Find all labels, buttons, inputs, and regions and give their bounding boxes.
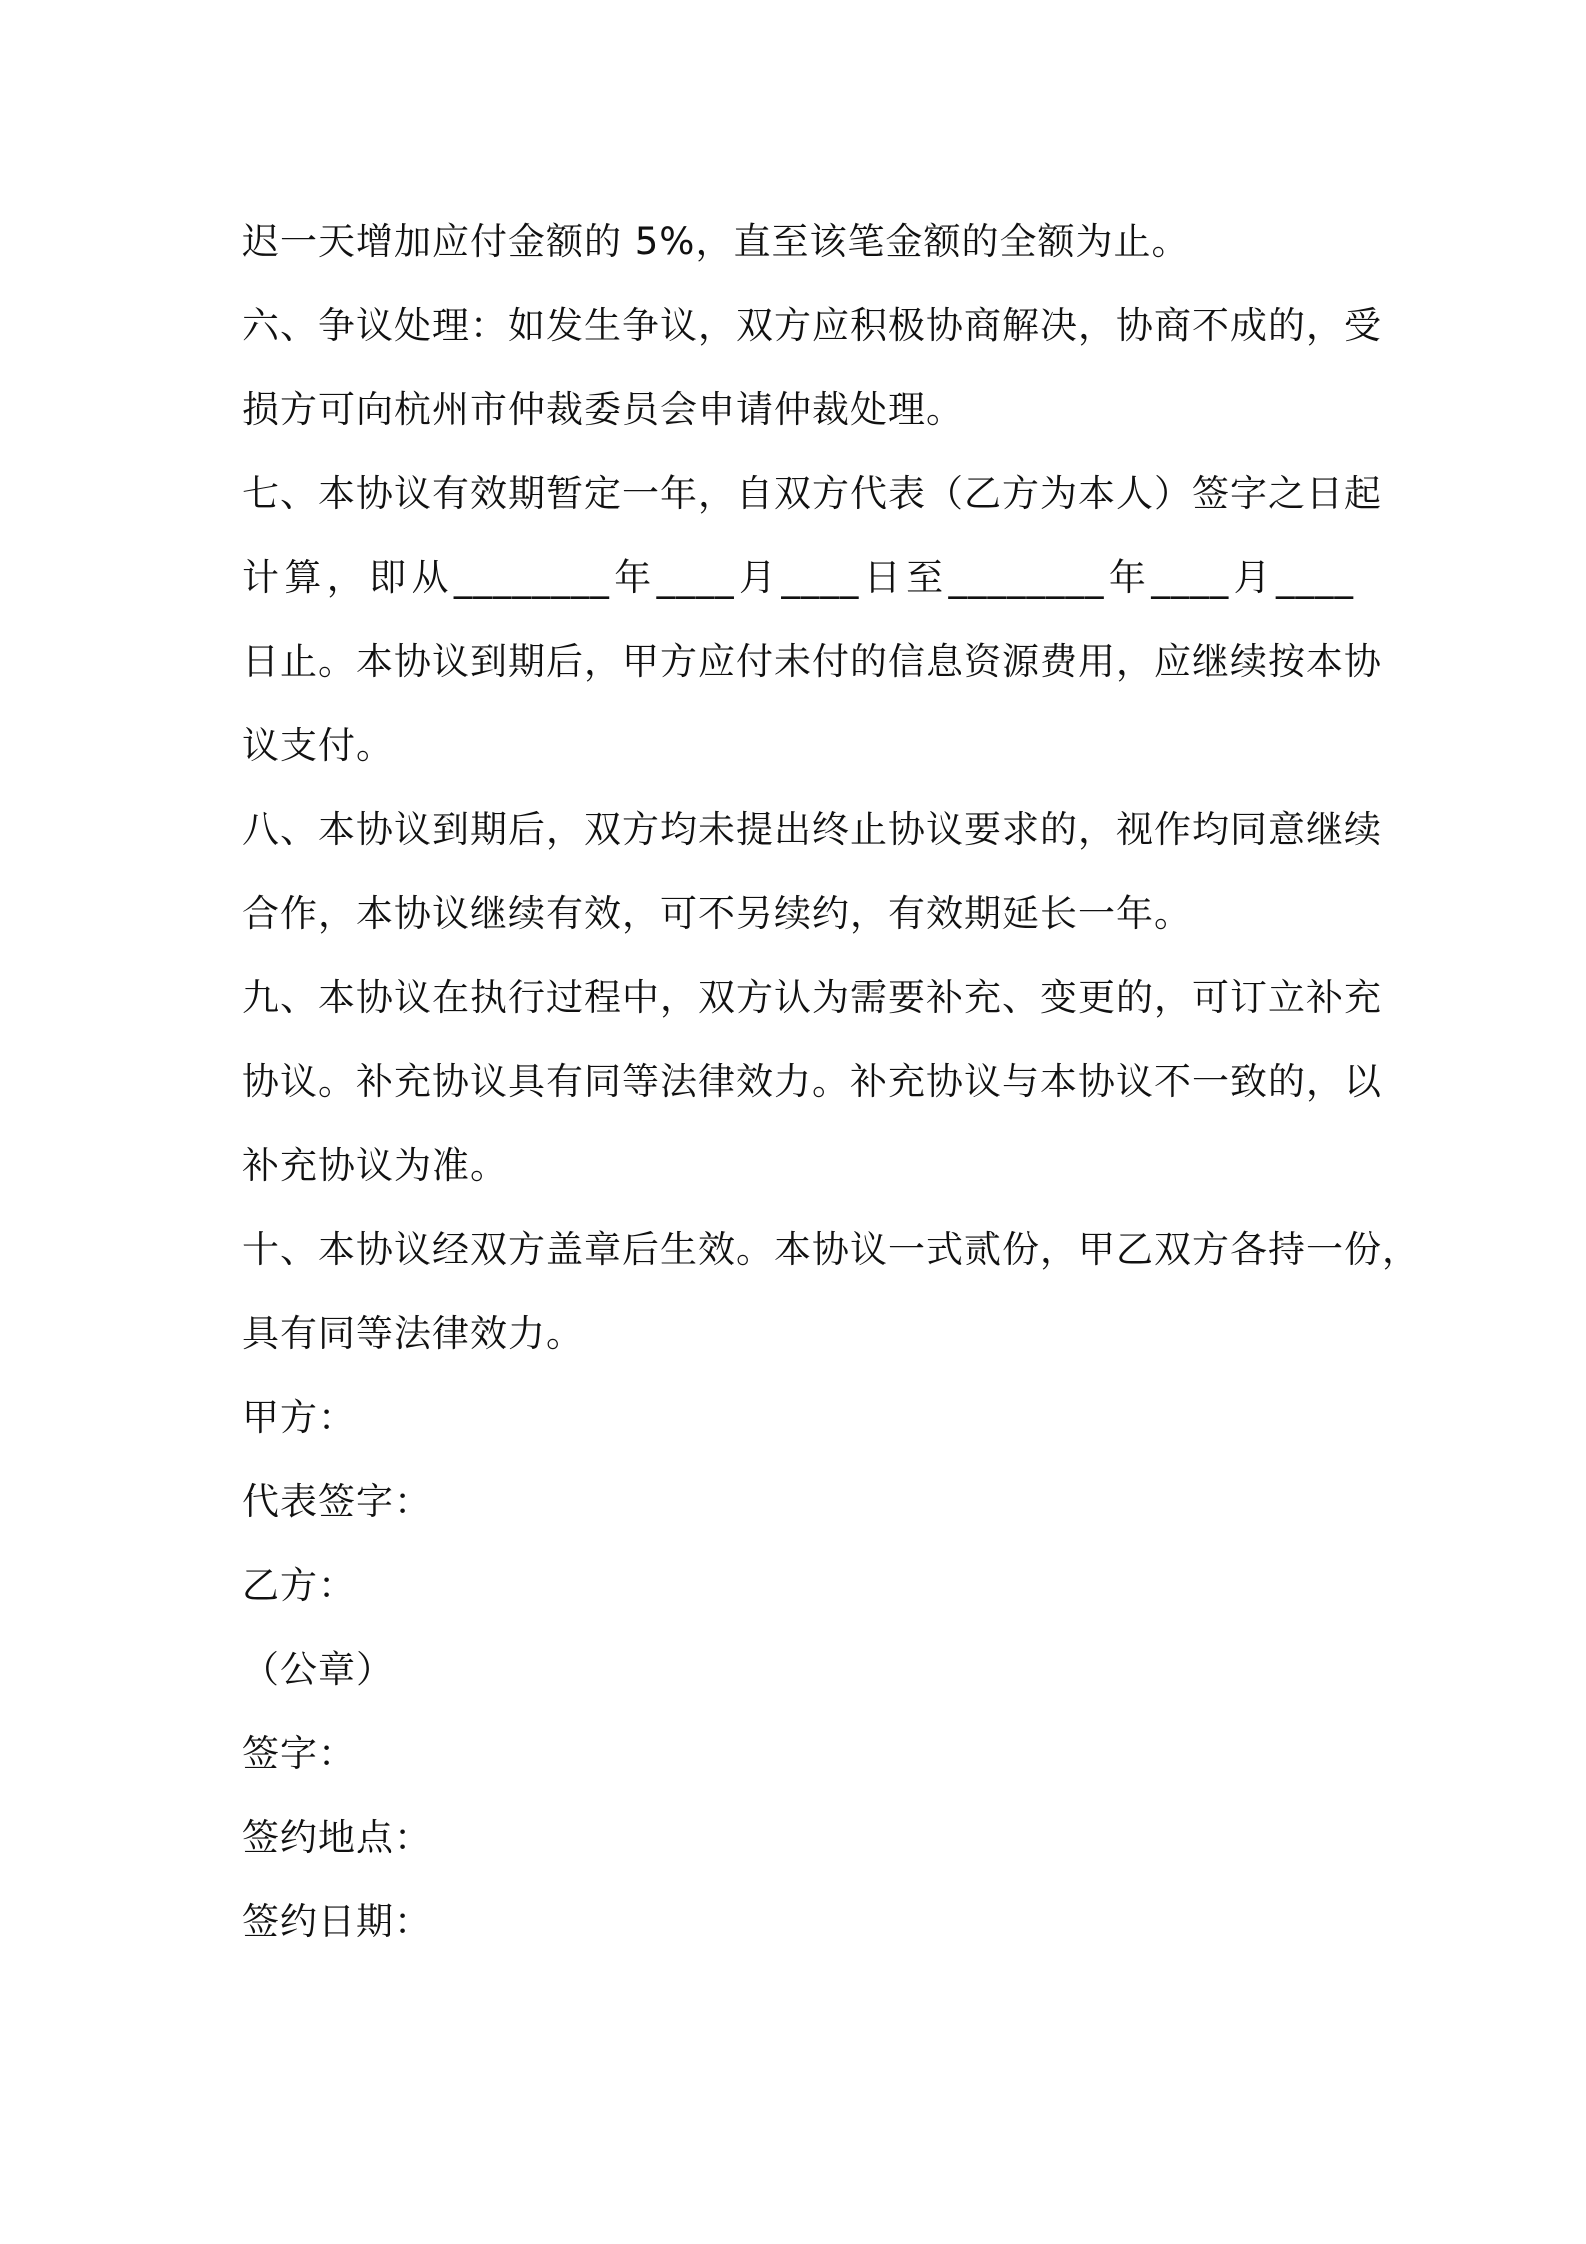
end-month-label: 月 (1229, 556, 1276, 599)
start-month-label: 月 (734, 556, 782, 599)
clause-6-line-1: 六、争议处理：如发生争议，双方应积极协商解决，协商不成的，受 (242, 304, 1382, 347)
clause-7-date-line (242, 536, 1354, 620)
end-year-label: 年 (1104, 556, 1152, 599)
text-line-1: 迟一天增加应付金额的 5%，直至该笔金额的全额为止。 (242, 220, 1190, 263)
signing-location-label: 签约地点： (242, 1816, 432, 1859)
clause-10-line-2: 具有同等法律效力。 (242, 1312, 584, 1355)
clause-7-line-3: 日止。本协议到期后，甲方应付未付的信息资源费用，应继续按本协 (242, 640, 1382, 683)
signature-label: 签字： (242, 1732, 356, 1775)
end-day-blank[interactable]: ____ (1276, 556, 1354, 599)
document-body (242, 200, 1420, 1964)
representative-signature-label: 代表签字： (242, 1480, 432, 1523)
clause-7-line-4: 议支付。 (242, 724, 394, 767)
official-seal-label: （公章） (242, 1648, 394, 1691)
start-year-label: 年 (609, 556, 657, 599)
clause-10-line-1: 十、本协议经双方盖章后生效。本协议一式贰份，甲乙双方各持一份， (242, 1228, 1420, 1271)
clause-9-line-3: 补充协议为准。 (242, 1144, 508, 1187)
clause-9-line-2: 协议。补充协议具有同等法律效力。补充协议与本协议不一致的，以 (242, 1060, 1382, 1103)
end-month-blank[interactable]: ____ (1151, 556, 1230, 599)
party-a-label: 甲方： (242, 1396, 356, 1439)
date-line-prefix: 计算，即从 (242, 556, 454, 599)
clause-6-line-2: 损方可向杭州市仲裁委员会申请仲裁处理。 (242, 388, 964, 431)
clause-8-line-1: 八、本协议到期后，双方均未提出终止协议要求的，视作均同意继续 (242, 808, 1382, 851)
start-day-label: 日至 (859, 556, 949, 599)
clause-7-line-1: 七、本协议有效期暂定一年，自双方代表（乙方为本人）签字之日起 (242, 472, 1382, 515)
start-year-blank[interactable]: ________ (453, 556, 610, 599)
end-year-blank[interactable]: ________ (948, 556, 1105, 599)
party-b-label: 乙方： (242, 1564, 356, 1607)
clause-9-line-1: 九、本协议在执行过程中，双方认为需要补充、变更的，可订立补充 (242, 976, 1382, 1019)
start-day-blank[interactable]: ____ (781, 556, 860, 599)
signing-date-label: 签约日期： (242, 1900, 432, 1943)
clause-8-line-2: 合作，本协议继续有效，可不另续约，有效期延长一年。 (242, 892, 1192, 935)
start-month-blank[interactable]: ____ (656, 556, 735, 599)
